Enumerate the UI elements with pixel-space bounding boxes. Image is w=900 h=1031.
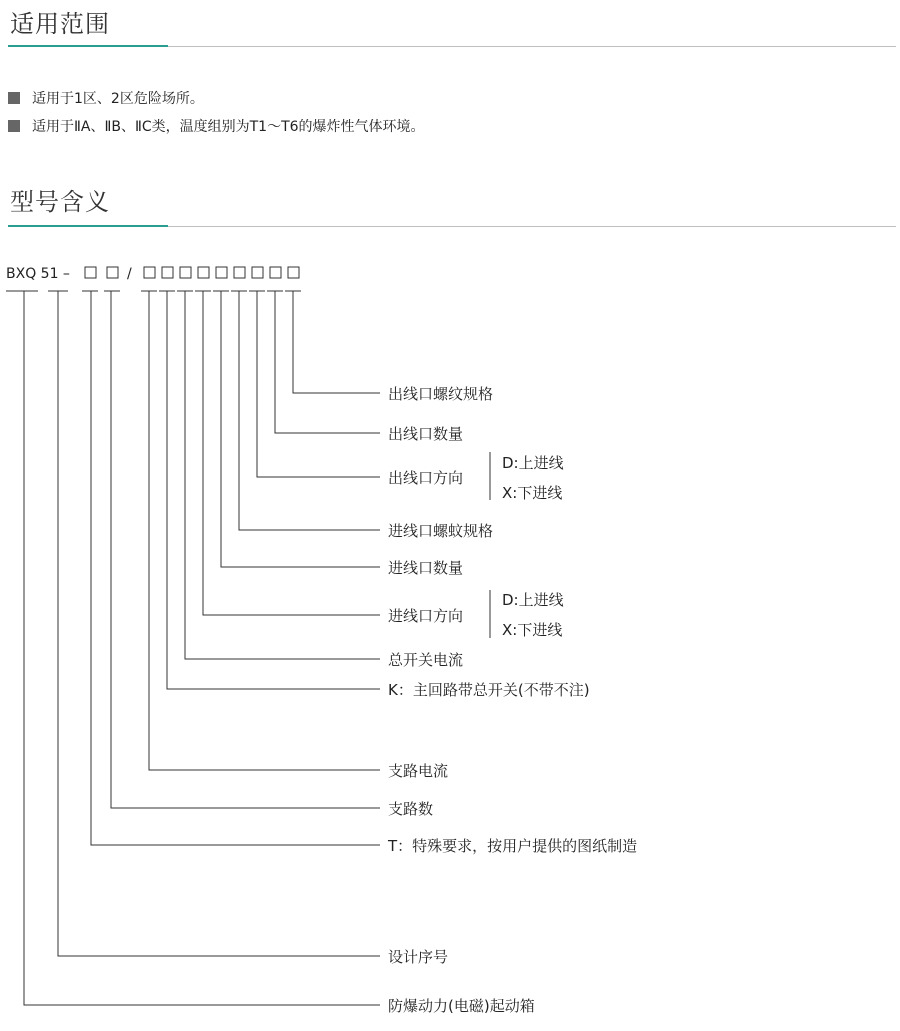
desc-inlet-count: 进线口数量 [388,559,464,577]
placeholder-box [162,267,173,278]
desc-outlet-count: 出线口数量 [388,425,464,443]
list-item [8,88,204,108]
desc-outlet-dir-x: X:下进线 [502,484,563,502]
accent-bar [8,45,168,47]
bullet-square-icon [8,92,20,104]
bullet-square-icon [8,120,20,132]
section-title-scope: 适用范围 [10,10,110,38]
placeholder-box [107,267,118,278]
placeholder-box [144,267,155,278]
accent-bar [8,225,168,227]
desc-inlet-dir-d: D:上进线 [502,591,564,609]
placeholder-box [288,267,299,278]
section-title-model: 型号含义 [10,188,110,216]
placeholder-boxes [85,267,299,278]
desc-outlet-thread: 出线口螺纹规格 [388,385,494,403]
desc-outlet-direction: 出线口方向 [388,469,464,487]
model-code-diagram [0,250,900,1031]
model-slash: / [127,266,132,282]
desc-branch-current: 支路电流 [388,762,449,780]
desc-k-option: K：主回路带总开关(不带不注) [388,681,590,699]
placeholder-box [180,267,191,278]
desc-product-name: 防爆动力(电磁)起动箱 [388,997,535,1015]
model-prefix: BXQ 51 – [6,266,70,282]
placeholder-box [234,267,245,278]
desc-main-switch-current: 总开关电流 [388,651,464,669]
scope-item-text: 适用于1区、2区危险场所。 [32,91,204,107]
placeholder-box [216,267,227,278]
desc-design-number: 设计序号 [388,948,449,966]
desc-inlet-dir-x: X:下进线 [502,621,563,639]
placeholder-box [270,267,281,278]
desc-t-option: T：特殊要求，按用户提供的图纸制造 [388,837,638,855]
desc-inlet-direction: 进线口方向 [388,607,464,625]
desc-branch-count: 支路数 [388,800,434,818]
section-divider [8,46,896,47]
list-item [8,116,425,136]
placeholder-box [252,267,263,278]
scope-item-text: 适用于ⅡA、ⅡB、ⅡC类，温度组别为T1～T6的爆炸性气体环境。 [32,119,425,135]
desc-inlet-thread: 进线口螺蚊规格 [388,522,494,540]
placeholder-box [85,267,96,278]
section-divider [8,226,896,227]
placeholder-box [198,267,209,278]
desc-outlet-dir-d: D:上进线 [502,454,564,472]
